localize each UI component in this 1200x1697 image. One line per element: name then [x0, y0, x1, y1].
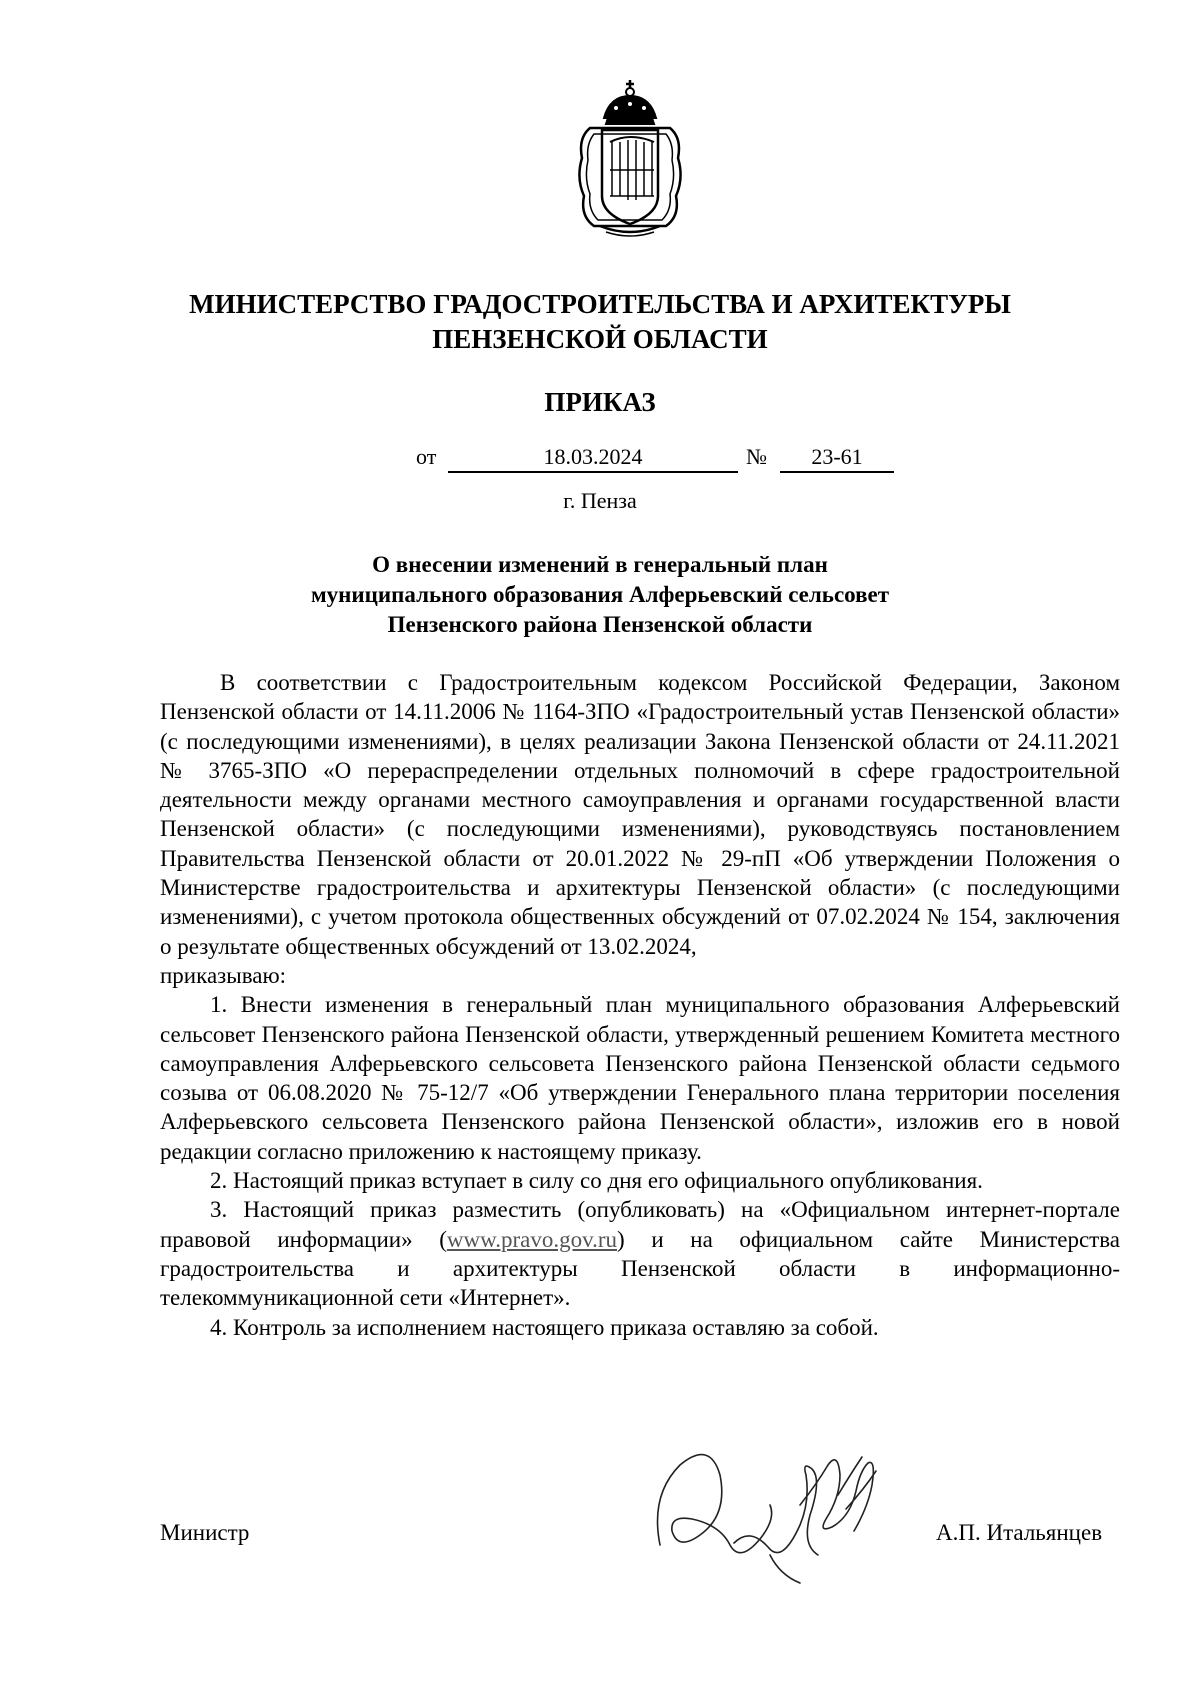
signatory-name: А.П. Итальянцев [936, 1520, 1103, 1545]
date-prefix: от [416, 444, 437, 469]
subject-line2: муниципального образования Алферьевский сельсовет [310, 582, 890, 607]
date-number-line [0, 442, 1200, 476]
order-item-3 [160, 1195, 1120, 1312]
handwritten-signature-icon [650, 1435, 910, 1585]
order-item-2: 2. Настоящий приказ вступает в силу со дня его официального опубликования. [210, 1168, 983, 1194]
order-item-3-text-end: ) и на официальном сайте Министерства градостроительства и архитектуры Пензенской области в информационно-телекоммуникационной сети «Интернет». [160, 1226, 1120, 1311]
subject-line3: Пензенского района Пензенской области [387, 612, 813, 637]
document-number: 23-61 [780, 444, 894, 473]
coat-of-arms-icon [570, 78, 690, 240]
document-date: 18.03.2024 [448, 444, 738, 473]
signatory-role: Министр [160, 1520, 250, 1545]
preamble-paragraph: В соответствии с Градостроительным кодексом Российской Федерации, Законом Пензенской области от 14.11.2006 № 1164-ЗПО «Градостроительный устав Пензенской области» (с последующими изменениями), в целях реализации Закона Пензенской области от 24.11.2021 № 3765-ЗПО «О перераспределении отдельных полномочий в сфере градостроительной деятельности между органами местного самоуправления и органами государственной власти Пензенской области» (с последующими изменениями), руководствуясь постановлением Правительства Пензенской области от 20.01.2022 № 29-пП «Об утверждении Положения о Министерстве градостроительства и архитектуры Пензенской области» (с последующими изменениями), с учетом протокола общественных обсуждений от 07.02.2024 № 154, заключения о результате общественных обсуждений от 13.02.2024, [160, 670, 1120, 959]
document-body [160, 668, 1120, 1342]
number-sign: № [746, 444, 767, 469]
pravo-gov-link[interactable]: www.pravo.gov.ru [446, 1226, 618, 1252]
order-item-4: 4. Контроль за исполнением настоящего приказа оставляю за собой. [210, 1314, 879, 1340]
document-type: ПРИКАЗ [544, 387, 656, 417]
order-item-1: 1. Внести изменения в генеральный план муниципального образования Алферьевский сельсовет Пензенского района Пензенской области, утвержденный решением Комитета местного самоуправления Алферьевского сельсовета Пензенского района Пензенской области седьмого созыва от 06.08.2020 № 75-12/7 «Об утверждении Генерального плана территории поселения Алферьевского сельсовета Пензенского района Пензенской области», изложив его в новой редакции согласно приложению к настоящему приказу. [160, 992, 1120, 1164]
city: г. Пенза [563, 488, 637, 513]
document-subject [0, 550, 1200, 640]
order-word: приказываю: [160, 962, 287, 988]
ministry-name-line1: МИНИСТЕРСТВО ГРАДОСТРОИТЕЛЬСТВА И АРХИТЕКТУРЫ [189, 289, 1011, 319]
ministry-name-line2: ПЕНЗЕНСКОЙ ОБЛАСТИ [432, 324, 768, 354]
order-item-3-text-start: 3. Настоящий приказ разместить (опубликовать) на «Официальном интернет-портале правовой информации» ( [160, 1197, 1120, 1252]
subject-line1: О внесении изменений в генеральный план [372, 552, 828, 577]
